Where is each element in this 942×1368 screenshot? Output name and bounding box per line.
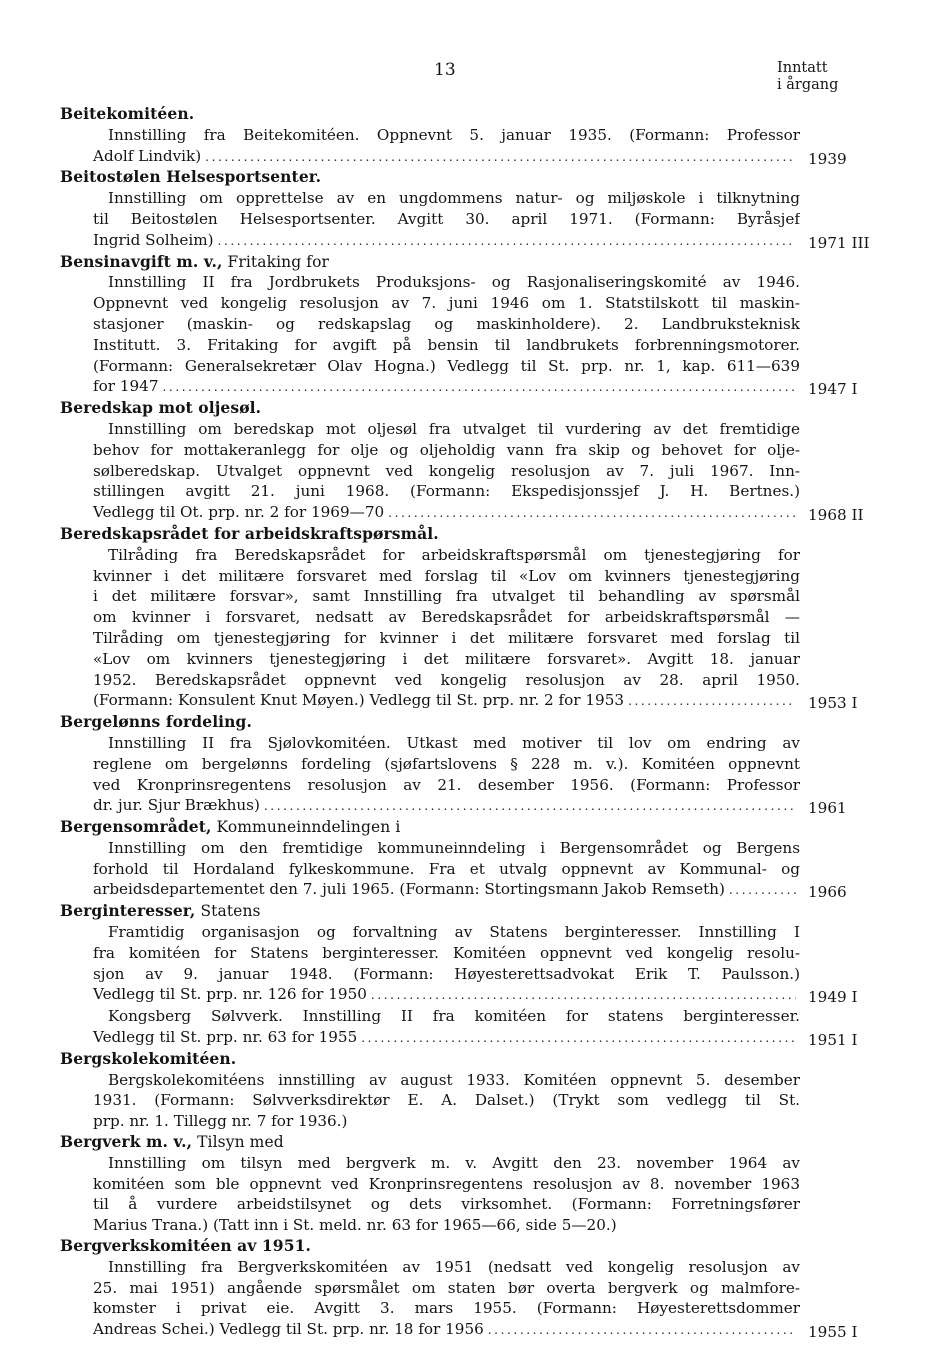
index-entries	[60, 104, 870, 1342]
entry-heading-title: Beredskap mot oljesøl.	[60, 398, 262, 418]
text-line: Innstilling om beredskap mot oljesøl fra utvalget til vurdering av det fremtidige	[108, 419, 800, 438]
text-line: Oppnevnt ved kongelig resolusjon av 7. juni 1946 om 1. Statstilskott til maskin-	[93, 294, 800, 313]
page-number: 13	[434, 60, 456, 80]
column-header	[777, 60, 838, 94]
year-reference: 1939	[808, 149, 847, 168]
entry-paragraph	[60, 272, 858, 399]
text-line: Bergskolekomitéens innstilling av august 1933. Komitéen oppnevnt 5. desember	[108, 1070, 800, 1089]
entry-heading	[60, 252, 840, 273]
text-line: komster i privat eie. Avgitt 3. mars 1955. (Formann: Høyesterettsdommer	[93, 1299, 800, 1318]
entry-heading-subtitle: Tilsyn med	[192, 1133, 284, 1152]
entry-heading-title: Bergensområdet,	[60, 817, 212, 837]
dot-leader	[205, 147, 796, 168]
text-line	[93, 230, 870, 252]
text-line	[93, 1027, 858, 1050]
text-line	[93, 1319, 858, 1342]
entry-paragraph	[60, 545, 858, 713]
entry-heading	[60, 1236, 840, 1257]
text-line: kvinner i det militære forsvaret med forslag til «Lov om kvinners tjenestegjøring	[93, 566, 800, 585]
index-entry	[60, 523, 858, 713]
index-entry	[60, 167, 870, 252]
dot-leader	[361, 1028, 796, 1049]
entry-heading-title: Beitostølen Helsesportsenter.	[60, 167, 322, 187]
dot-leader	[163, 377, 796, 398]
text-line: behov for mottakeranlegg for olje og oljeholdig vann fra skip og behovet for olje-	[93, 440, 800, 459]
text-line: stillingen avgitt 21. juni 1968. (Formann: Ekspedisjonssjef J. H. Bertnes.)	[93, 482, 800, 501]
text-line	[93, 879, 847, 902]
dot-leader	[264, 796, 796, 817]
text-line: til Beitostølen Helsesportsenter. Avgitt 30. april 1971. (Formann: Byråsjef	[93, 209, 800, 228]
text-line-content: dr. jur. Sjur Brækhus)	[93, 796, 260, 815]
dot-leader	[371, 985, 796, 1006]
year-reference: 1953 I	[808, 694, 858, 713]
entry-heading-title: Beredskapsrådet for arbeidskraftspørsmål.	[60, 523, 439, 543]
text-line: Kongsberg Sølvverk. Innstilling II fra komitéen for statens berginteresser.	[108, 1007, 800, 1026]
text-line: (Formann: Generalsekretær Olav Hogna.) Vedlegg til St. prp. nr. 1, kap. 611—639	[93, 356, 800, 375]
dot-leader	[218, 231, 796, 252]
entry-paragraph	[60, 419, 864, 525]
text-line-content: (Formann: Konsulent Knut Møyen.) Vedlegg til St. prp. nr. 2 for 1953	[93, 691, 625, 710]
text-line-content: Vedlegg til St. prp. nr. 63 for 1955	[93, 1028, 358, 1047]
year-reference: 1966	[808, 883, 847, 902]
text-line-content: for 1947	[93, 377, 159, 396]
entry-heading-subtitle: Kommuneinndelingen i	[211, 818, 401, 837]
text-line: Framtidig organisasjon og forvaltning av Statens berginteresser. Innstilling I	[108, 923, 800, 942]
year-reference: 1968 II	[808, 506, 864, 525]
text-line: 1952. Beredskapsrådet oppnevnt ved kongelig resolusjon av 28. april 1950.	[93, 670, 800, 689]
text-line: Innstilling fra Bergverkskomitéen av 1951 (nedsatt ved kongelig resolusjon av	[108, 1257, 800, 1276]
entry-heading	[60, 167, 840, 188]
entry-heading	[60, 1132, 840, 1153]
entry-heading	[60, 901, 840, 922]
text-line: Institutt. 3. Fritaking for avgift på bensin til landbrukets forbrenningsmotorer.	[93, 335, 800, 354]
text-line-content: Vedlegg til St. prp. nr. 126 for 1950	[93, 985, 367, 1004]
index-entry	[60, 251, 858, 399]
entry-paragraph	[60, 838, 847, 902]
entry-heading	[60, 524, 840, 545]
text-line: 1931. (Formann: Sølvverksdirektør E. A. Dalset.) (Trykt som vedlegg til St.	[93, 1091, 800, 1110]
entry-paragraph	[60, 733, 847, 818]
text-line: Innstilling II fra Sjølovkomitéen. Utkast med motiver til lov om endring av	[108, 733, 800, 752]
text-line-content: Adolf Lindvik)	[93, 146, 202, 165]
text-line: fra komitéen for Statens berginteresser. Komitéen oppnevnt ved kongelig resolu-	[93, 943, 800, 962]
entry-heading	[60, 398, 840, 419]
text-line-content: Vedlegg til Ot. prp. nr. 2 for 1969—70	[93, 503, 385, 522]
text-line	[93, 984, 858, 1007]
index-entry	[60, 817, 847, 902]
year-reference: 1971 III	[808, 233, 870, 252]
entry-heading-subtitle: Statens	[195, 902, 261, 921]
text-line-content: Ingrid Solheim)	[93, 230, 214, 249]
entry-heading	[60, 104, 840, 125]
index-entry	[60, 901, 858, 1050]
text-line: Tilråding om tjenestegjøring for kvinner i det militære forsvaret med forslag til	[93, 628, 800, 647]
text-line: Innstilling om den fremtidige kommuneinndeling i Bergensområdet og Bergens	[108, 838, 800, 857]
dot-leader	[388, 503, 796, 524]
text-line: om kvinner i forsvaret, nedsatt av Beredskapsrådet for arbeidskraftspørsmål —	[93, 608, 800, 627]
entry-paragraph	[60, 1006, 858, 1050]
text-line	[93, 376, 858, 399]
index-entry	[60, 1049, 840, 1132]
text-line	[93, 146, 847, 168]
year-reference: 1955 I	[808, 1323, 858, 1342]
text-line: Innstilling om opprettelse av en ungdommens natur- og miljøskole i tilknytning	[108, 189, 800, 208]
entry-paragraph	[60, 188, 870, 252]
entry-heading	[60, 1049, 840, 1070]
entry-heading-title: Berginteresser,	[60, 901, 196, 921]
text-line: Tilråding fra Beredskapsrådet for arbeidskraftspørsmål om tjenestegjøring for	[108, 545, 800, 564]
text-line: 25. mai 1951) angående spørsmålet om staten bør overta bergverk og malmfore-	[93, 1278, 800, 1297]
entry-paragraph	[60, 922, 858, 1007]
entry-heading-title: Bergverkskomitéen av 1951.	[60, 1236, 311, 1256]
text-line: sjon av 9. januar 1948. (Formann: Høyesterettsadvokat Erik T. Paulsson.)	[93, 964, 800, 983]
entry-heading-title: Bergskolekomitéen.	[60, 1048, 237, 1068]
year-reference: 1949 I	[808, 988, 858, 1007]
text-line-content: Andreas Schei.) Vedlegg til St. prp. nr. 18 for 1956	[93, 1320, 484, 1339]
text-line: Innstilling II fra Jordbrukets Produksjons- og Rasjonaliseringskomité av 1946.	[108, 273, 800, 292]
year-reference: 1951 I	[808, 1031, 858, 1050]
text-line: prp. nr. 1. Tillegg nr. 7 for 1936.)	[93, 1112, 348, 1131]
entry-paragraph	[60, 1153, 840, 1236]
entry-heading-title: Bergelønns fordeling.	[60, 712, 252, 732]
text-line: Marius Trana.) (Tatt inn i St. meld. nr. 63 for 1965—66, side 5—20.)	[93, 1216, 617, 1235]
column-header-line2: i årgang	[777, 77, 839, 93]
column-header-line1: Inntatt	[777, 60, 828, 76]
entry-paragraph	[60, 125, 847, 168]
index-entry	[60, 1132, 840, 1236]
text-line-content: arbeidsdepartementet den 7. juli 1965. (Formann: Stortingsmann Jakob Remseth)	[93, 880, 725, 899]
dot-leader	[488, 1320, 796, 1341]
year-reference: 1961	[808, 799, 847, 818]
entry-heading-title: Beitekomitéen.	[60, 104, 195, 123]
text-line	[93, 502, 864, 525]
dot-leader	[628, 691, 796, 712]
text-line: Innstilling fra Beitekomitéen. Oppnevnt 5. januar 1935. (Formann: Professor	[108, 125, 800, 144]
entry-heading	[60, 712, 840, 733]
text-line	[93, 690, 858, 713]
index-entry	[60, 398, 864, 525]
entry-paragraph	[60, 1257, 858, 1342]
text-line: til å vurdere arbeidstilsynet og dets virksomhet. (Formann: Forretningsfører	[93, 1195, 800, 1214]
text-line: sølberedskap. Utvalget oppnevnt ved kongelig resolusjon av 7. juli 1967. Inn-	[93, 461, 800, 480]
index-entry	[60, 712, 847, 818]
text-line: forhold til Hordaland fylkeskommune. Fra et utvalg oppnevnt av Kommunal- og	[93, 859, 800, 878]
text-line: reglene om bergelønns fordeling (sjøfartslovens § 228 m. v.). Komitéen oppnevnt	[93, 754, 800, 773]
entry-heading-subtitle: Fritaking for	[222, 252, 330, 271]
dot-leader	[729, 880, 796, 901]
entry-heading-title: Bergverk m. v.,	[60, 1132, 193, 1152]
text-line	[93, 795, 847, 818]
entry-heading	[60, 817, 840, 838]
text-line: stasjoner (maskin- og redskapslag og maskinholdere). 2. Landbruksteknisk	[93, 314, 800, 333]
text-line: Innstilling om tilsyn med bergverk m. v. Avgitt den 23. november 1964 av	[108, 1153, 800, 1172]
index-entry	[60, 1236, 858, 1342]
year-reference: 1947 I	[808, 380, 858, 399]
text-line: komitéen som ble oppnevnt ved Kronprinsregentens resolusjon av 8. november 1963	[93, 1174, 800, 1193]
entry-heading-title: Bensinavgift m. v.,	[60, 251, 223, 271]
text-line: ved Kronprinsregentens resolusjon av 21. desember 1956. (Formann: Professor	[93, 775, 800, 794]
text-line: i det militære forsvar», samt Innstilling fra utvalget til behandling av spørsmål	[93, 587, 800, 606]
text-line: «Lov om kvinners tjenestegjøring i det militære forsvaret». Avgitt 18. januar	[93, 649, 800, 668]
index-entry	[60, 104, 847, 168]
entry-paragraph	[60, 1070, 840, 1132]
